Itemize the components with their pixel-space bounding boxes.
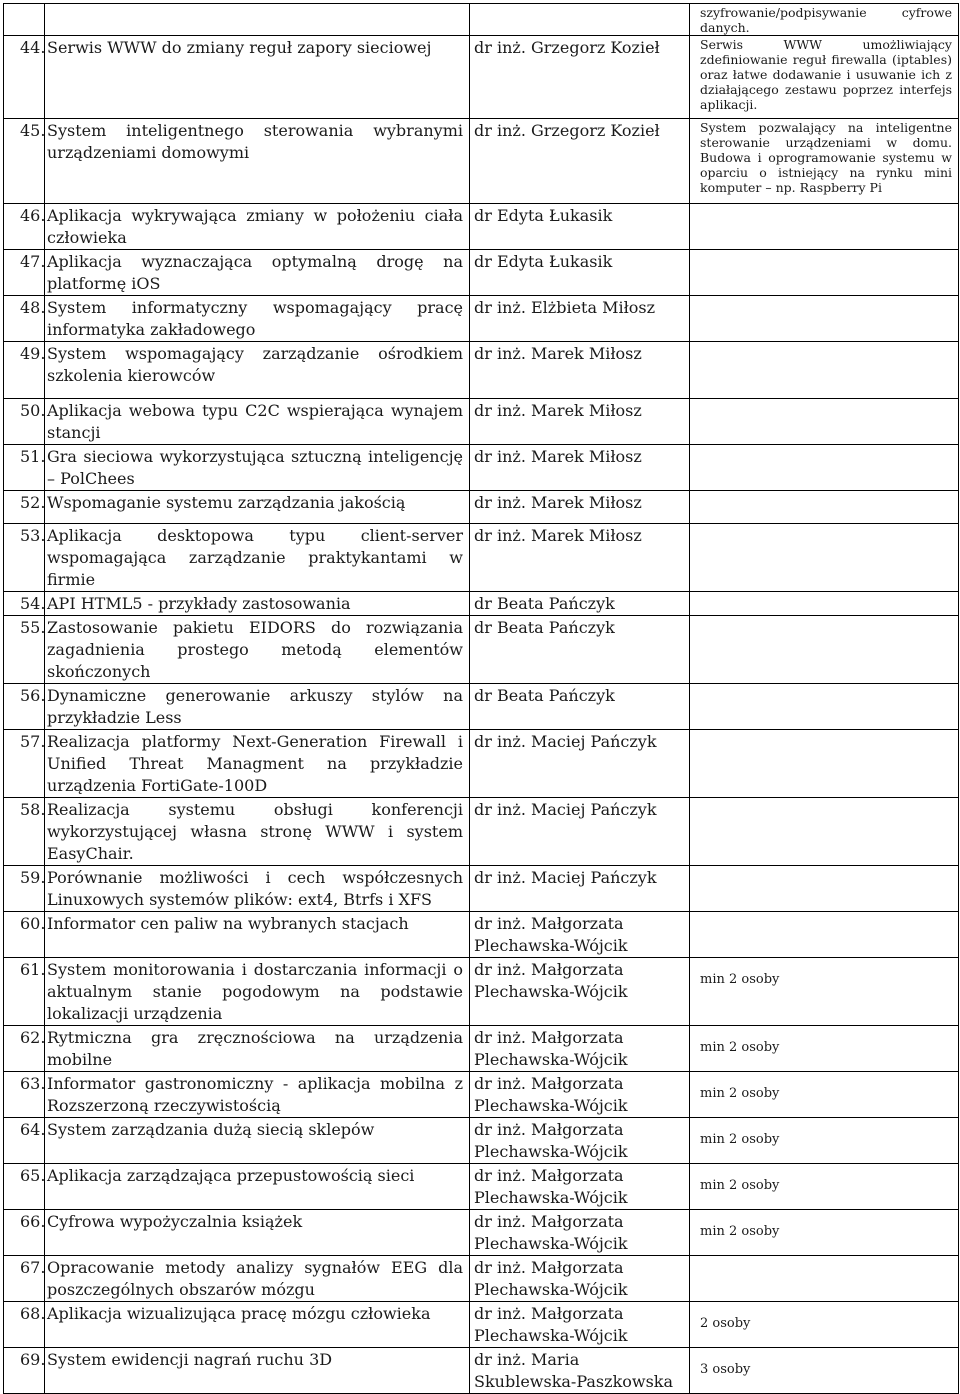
topic-note (690, 1210, 959, 1256)
topic-title (45, 958, 470, 1026)
topic-supervisor (470, 1210, 690, 1256)
table-row (4, 958, 959, 1026)
table-row (4, 866, 959, 912)
topic-title (45, 684, 470, 730)
topic-number (4, 1026, 45, 1072)
table-row (4, 119, 959, 204)
topic-supervisor-text: dr inż. Marek Miłosz (474, 401, 642, 420)
topic-number-text: 68. (20, 1304, 46, 1323)
topic-number (4, 684, 45, 730)
topic-title-text: System informatyczny wspomagający pracę informatyka zakładowego (47, 298, 463, 339)
topic-supervisor-text: dr inż. Małgorzata Plechawska-Wójcik (474, 1212, 628, 1253)
topic-title-text: Aplikacja wyznaczająca optymalną drogę na platformę iOS (47, 252, 463, 293)
topic-number (4, 730, 45, 798)
topic-supervisor (470, 958, 690, 1026)
topic-title-text: Realizacja platformy Next-Generation Firewall i Unified Threat Managment na przykładzie urządzenia FortiGate-100D (47, 732, 463, 795)
topic-supervisor (470, 4, 690, 36)
topic-supervisor-text: dr inż. Maciej Pańczyk (474, 800, 657, 819)
topic-number-text: 53. (20, 526, 46, 545)
table-row (4, 1026, 959, 1072)
topic-number-text: 47. (20, 252, 46, 271)
topic-title-text: Serwis WWW do zmiany reguł zapory sieciowej (47, 38, 432, 57)
topic-supervisor (470, 616, 690, 684)
topic-title (45, 4, 470, 36)
topic-supervisor (470, 1302, 690, 1348)
topic-number-text: 58. (20, 800, 46, 819)
topic-supervisor (470, 1256, 690, 1302)
table-row (4, 524, 959, 592)
topic-note (690, 730, 959, 798)
topic-title (45, 204, 470, 250)
topic-number (4, 399, 45, 445)
topic-title (45, 119, 470, 204)
topic-supervisor-text: dr inż. Marek Miłosz (474, 447, 642, 466)
topic-number-text: 66. (20, 1212, 46, 1231)
topic-number-text: 49. (20, 344, 46, 363)
topic-title (45, 399, 470, 445)
topic-title (45, 1026, 470, 1072)
table-row (4, 1210, 959, 1256)
topic-note-text: min 2 osoby (700, 972, 780, 987)
topic-supervisor-text: dr inż. Małgorzata Plechawska-Wójcik (474, 1166, 628, 1207)
topic-supervisor (470, 1164, 690, 1210)
topic-title-text: Zastosowanie pakietu EIDORS do rozwiązania zagadnienia prostego metodą elementów skończonych (47, 618, 463, 681)
topic-supervisor (470, 1072, 690, 1118)
topic-number (4, 250, 45, 296)
topic-title (45, 1164, 470, 1210)
topic-supervisor-text: dr inż. Małgorzata Plechawska-Wójcik (474, 1258, 628, 1299)
topics-table (3, 3, 959, 1394)
topic-title-text: System ewidencji nagrań ruchu 3D (47, 1350, 333, 1369)
topic-number (4, 1118, 45, 1164)
topic-supervisor-text: dr inż. Małgorzata Plechawska-Wójcik (474, 1304, 628, 1345)
topic-title (45, 912, 470, 958)
topic-number (4, 4, 45, 36)
table-row (4, 296, 959, 342)
topic-title-text: Opracowanie metody analizy sygnałów EEG dla poszczególnych obszarów mózgu (47, 1258, 463, 1299)
topic-note (690, 1026, 959, 1072)
topic-title (45, 1118, 470, 1164)
topic-supervisor-text: dr Edyta Łukasik (474, 206, 613, 225)
topic-note (690, 798, 959, 866)
topic-number (4, 119, 45, 204)
topic-supervisor (470, 866, 690, 912)
topic-note-text: 3 osoby (700, 1362, 751, 1377)
topic-supervisor (470, 204, 690, 250)
topic-title-text: System inteligentnego sterowania wybranymi urządzeniami domowymi (47, 121, 463, 162)
topic-number (4, 1348, 45, 1394)
topic-number (4, 798, 45, 866)
topic-supervisor-text: dr Edyta Łukasik (474, 252, 613, 271)
topic-supervisor-text: dr inż. Małgorzata Plechawska-Wójcik (474, 1074, 628, 1115)
table-row (4, 491, 959, 524)
topic-title-text: Wspomaganie systemu zarządzania jakością (47, 493, 406, 512)
topic-number (4, 491, 45, 524)
topic-supervisor (470, 592, 690, 616)
topic-supervisor-text: dr inż. Maciej Pańczyk (474, 868, 657, 887)
topic-number-text: 50. (20, 401, 46, 420)
topic-number-text: 62. (20, 1028, 46, 1047)
topic-supervisor (470, 1026, 690, 1072)
topic-number (4, 1210, 45, 1256)
topic-title-text: Aplikacja wykrywająca zmiany w położeniu ciała człowieka (47, 206, 463, 247)
table-row (4, 445, 959, 491)
topic-title-text: Aplikacja wizualizująca pracę mózgu człowieka (47, 1304, 431, 1323)
topic-title (45, 616, 470, 684)
topic-number-text: 52. (20, 493, 46, 512)
topic-supervisor-text: dr Beata Pańczyk (474, 594, 615, 613)
topic-supervisor-text: dr inż. Elżbieta Miłosz (474, 298, 656, 317)
topic-title (45, 592, 470, 616)
topic-title-text: System monitorowania i dostarczania informacji o aktualnym stanie pogodowym na podstawie lokalizacji urządzenia (47, 960, 463, 1023)
topic-number (4, 1164, 45, 1210)
topic-supervisor-text: dr inż. Małgorzata Plechawska-Wójcik (474, 914, 628, 955)
topic-note (690, 250, 959, 296)
topic-title (45, 296, 470, 342)
topic-number-text: 59. (20, 868, 46, 887)
topic-title (45, 798, 470, 866)
topic-note (690, 592, 959, 616)
topic-title-text: Aplikacja desktopowa typu client-server wspomagająca zarządzanie praktykantami w firmie (47, 526, 463, 589)
topic-supervisor-text: dr inż. Marek Miłosz (474, 344, 642, 363)
topic-supervisor-text: dr inż. Marek Miłosz (474, 526, 642, 545)
topic-title (45, 1348, 470, 1394)
topic-note (690, 1302, 959, 1348)
topic-note (690, 912, 959, 958)
topic-supervisor (470, 491, 690, 524)
topic-title-text: Informator gastronomiczny - aplikacja mobilna z Rozszerzoną rzeczywistością (47, 1074, 463, 1115)
table-row (4, 592, 959, 616)
topic-number (4, 866, 45, 912)
topic-note (690, 445, 959, 491)
topic-title (45, 524, 470, 592)
topic-note-text: min 2 osoby (700, 1040, 780, 1055)
topic-note (690, 1348, 959, 1394)
topic-supervisor (470, 798, 690, 866)
topic-note-text: System pozwalający na inteligentne sterowanie urządzeniami w domu. Budowa i oprogramowanie systemu w oparciu o istniejący na rynku mini komputer – np. Raspberry Pi (700, 120, 952, 195)
topic-title-text: Porównanie możliwości i cech współczesnych Linuxowych systemów plików: ext4, Btrfs i XFS (47, 868, 463, 909)
topic-note (690, 866, 959, 912)
topic-supervisor (470, 119, 690, 204)
topic-number-text: 69. (20, 1350, 46, 1369)
topic-number (4, 1256, 45, 1302)
topic-note (690, 204, 959, 250)
table-row (4, 912, 959, 958)
topic-supervisor (470, 36, 690, 119)
topic-note-text: 2 osoby (700, 1316, 751, 1331)
topic-note (690, 119, 959, 204)
topic-title-text: Realizacja systemu obsługi konferencji wykorzystującej własna stronę WWW i system EasyChair. (47, 800, 463, 863)
topic-number-text: 51. (20, 447, 46, 466)
table-row (4, 684, 959, 730)
topic-number-text: 64. (20, 1120, 46, 1139)
topic-title (45, 445, 470, 491)
topic-supervisor (470, 730, 690, 798)
table-row (4, 4, 959, 36)
topic-note (690, 1118, 959, 1164)
topic-note-text: szyfrowanie/podpisywanie cyfrowe danych. (700, 5, 952, 35)
topic-number-text: 55. (20, 618, 46, 637)
topic-number-text: 67. (20, 1258, 46, 1277)
topic-supervisor-text: dr inż. Małgorzata Plechawska-Wójcik (474, 960, 628, 1001)
table-row (4, 36, 959, 119)
topic-supervisor (470, 296, 690, 342)
topic-number-text: 56. (20, 686, 46, 705)
topic-note (690, 524, 959, 592)
table-row (4, 730, 959, 798)
topic-number (4, 592, 45, 616)
topic-note-text: min 2 osoby (700, 1224, 780, 1239)
table-row (4, 399, 959, 445)
topic-note (690, 1072, 959, 1118)
topic-title (45, 1072, 470, 1118)
topic-supervisor-text: dr inż. Grzegorz Kozieł (474, 38, 660, 57)
topic-title-text: System wspomagający zarządzanie ośrodkiem szkolenia kierowców (47, 344, 463, 385)
table-row (4, 1072, 959, 1118)
topic-note (690, 399, 959, 445)
topic-title-text: Aplikacja zarządzająca przepustowością sieci (47, 1166, 415, 1185)
topic-number-text: 63. (20, 1074, 46, 1093)
topic-number-text: 46. (20, 206, 46, 225)
topic-title (45, 866, 470, 912)
topic-supervisor (470, 1118, 690, 1164)
topic-number-text: 54. (20, 594, 46, 613)
topic-note-text: Serwis WWW umożliwiający zdefiniowanie reguł firewalla (iptables) oraz łatwe dodawanie i usuwanie ich z działającego zestawu poprzez interfejs aplikacji. (700, 37, 952, 112)
topic-title-text: Dynamiczne generowanie arkuszy stylów na przykładzie Less (47, 686, 463, 727)
topic-note-text: min 2 osoby (700, 1132, 780, 1147)
table-row (4, 250, 959, 296)
topic-supervisor-text: dr inż. Małgorzata Plechawska-Wójcik (474, 1028, 628, 1069)
topic-number (4, 616, 45, 684)
topic-number-text: 45. (20, 121, 46, 140)
topic-supervisor (470, 1348, 690, 1394)
topic-note-text: min 2 osoby (700, 1086, 780, 1101)
topic-supervisor (470, 342, 690, 399)
topic-title (45, 730, 470, 798)
topic-supervisor-text: dr Beata Pańczyk (474, 618, 615, 637)
topic-number-text: 44. (20, 38, 46, 57)
topic-number-text: 57. (20, 732, 46, 751)
topic-title-text: Informator cen paliw na wybranych stacjach (47, 914, 409, 933)
topic-title (45, 1256, 470, 1302)
topic-supervisor (470, 250, 690, 296)
topic-title-text: Gra sieciowa wykorzystująca sztuczną inteligencję – PolChees (47, 447, 463, 488)
topic-supervisor (470, 524, 690, 592)
topic-number (4, 1072, 45, 1118)
topic-supervisor (470, 445, 690, 491)
topic-note-text: min 2 osoby (700, 1178, 780, 1193)
table-row (4, 1164, 959, 1210)
topic-number (4, 36, 45, 119)
topic-note (690, 4, 959, 36)
topic-title (45, 250, 470, 296)
topic-note (690, 684, 959, 730)
topic-number (4, 204, 45, 250)
table-row (4, 798, 959, 866)
topic-supervisor (470, 912, 690, 958)
topic-title (45, 491, 470, 524)
topic-title-text: Cyfrowa wypożyczalnia książek (47, 1212, 303, 1231)
topic-note (690, 616, 959, 684)
topic-title (45, 342, 470, 399)
topic-note (690, 342, 959, 399)
topic-supervisor (470, 399, 690, 445)
topic-note (690, 296, 959, 342)
table-row (4, 1348, 959, 1394)
topics-table-body (4, 4, 959, 1394)
topic-title-text: Rytmiczna gra zręcznościowa na urządzenia mobilne (47, 1028, 463, 1069)
topic-title (45, 1210, 470, 1256)
topic-supervisor (470, 684, 690, 730)
topic-number (4, 524, 45, 592)
topic-title-text: Aplikacja webowa typu C2C wspierająca wynajem stancji (47, 401, 463, 442)
table-row (4, 616, 959, 684)
table-row (4, 1302, 959, 1348)
topic-supervisor-text: dr inż. Marek Miłosz (474, 493, 642, 512)
topic-note (690, 36, 959, 119)
topic-title-text: API HTML5 - przykłady zastosowania (47, 594, 351, 613)
topic-number (4, 958, 45, 1026)
topic-title (45, 36, 470, 119)
topic-number (4, 342, 45, 399)
table-row (4, 1118, 959, 1164)
topic-supervisor-text: dr inż. Grzegorz Kozieł (474, 121, 660, 140)
topic-number-text: 65. (20, 1166, 46, 1185)
topic-note (690, 1164, 959, 1210)
topic-number (4, 445, 45, 491)
topic-note (690, 491, 959, 524)
topic-number (4, 912, 45, 958)
topic-supervisor-text: dr inż. Maciej Pańczyk (474, 732, 657, 751)
topic-title (45, 1302, 470, 1348)
topic-supervisor-text: dr inż. Małgorzata Plechawska-Wójcik (474, 1120, 628, 1161)
topic-note (690, 1256, 959, 1302)
topic-number-text: 48. (20, 298, 46, 317)
topic-title-text: System zarządzania dużą siecią sklepów (47, 1120, 375, 1139)
topic-number-text: 61. (20, 960, 46, 979)
topic-supervisor-text: dr inż. Maria Skublewska-Paszkowska (474, 1350, 674, 1391)
topic-number (4, 296, 45, 342)
table-row (4, 204, 959, 250)
topic-number (4, 1302, 45, 1348)
topic-number-text: 60. (20, 914, 46, 933)
topic-supervisor-text: dr Beata Pańczyk (474, 686, 615, 705)
table-row (4, 1256, 959, 1302)
table-row (4, 342, 959, 399)
topic-note (690, 958, 959, 1026)
